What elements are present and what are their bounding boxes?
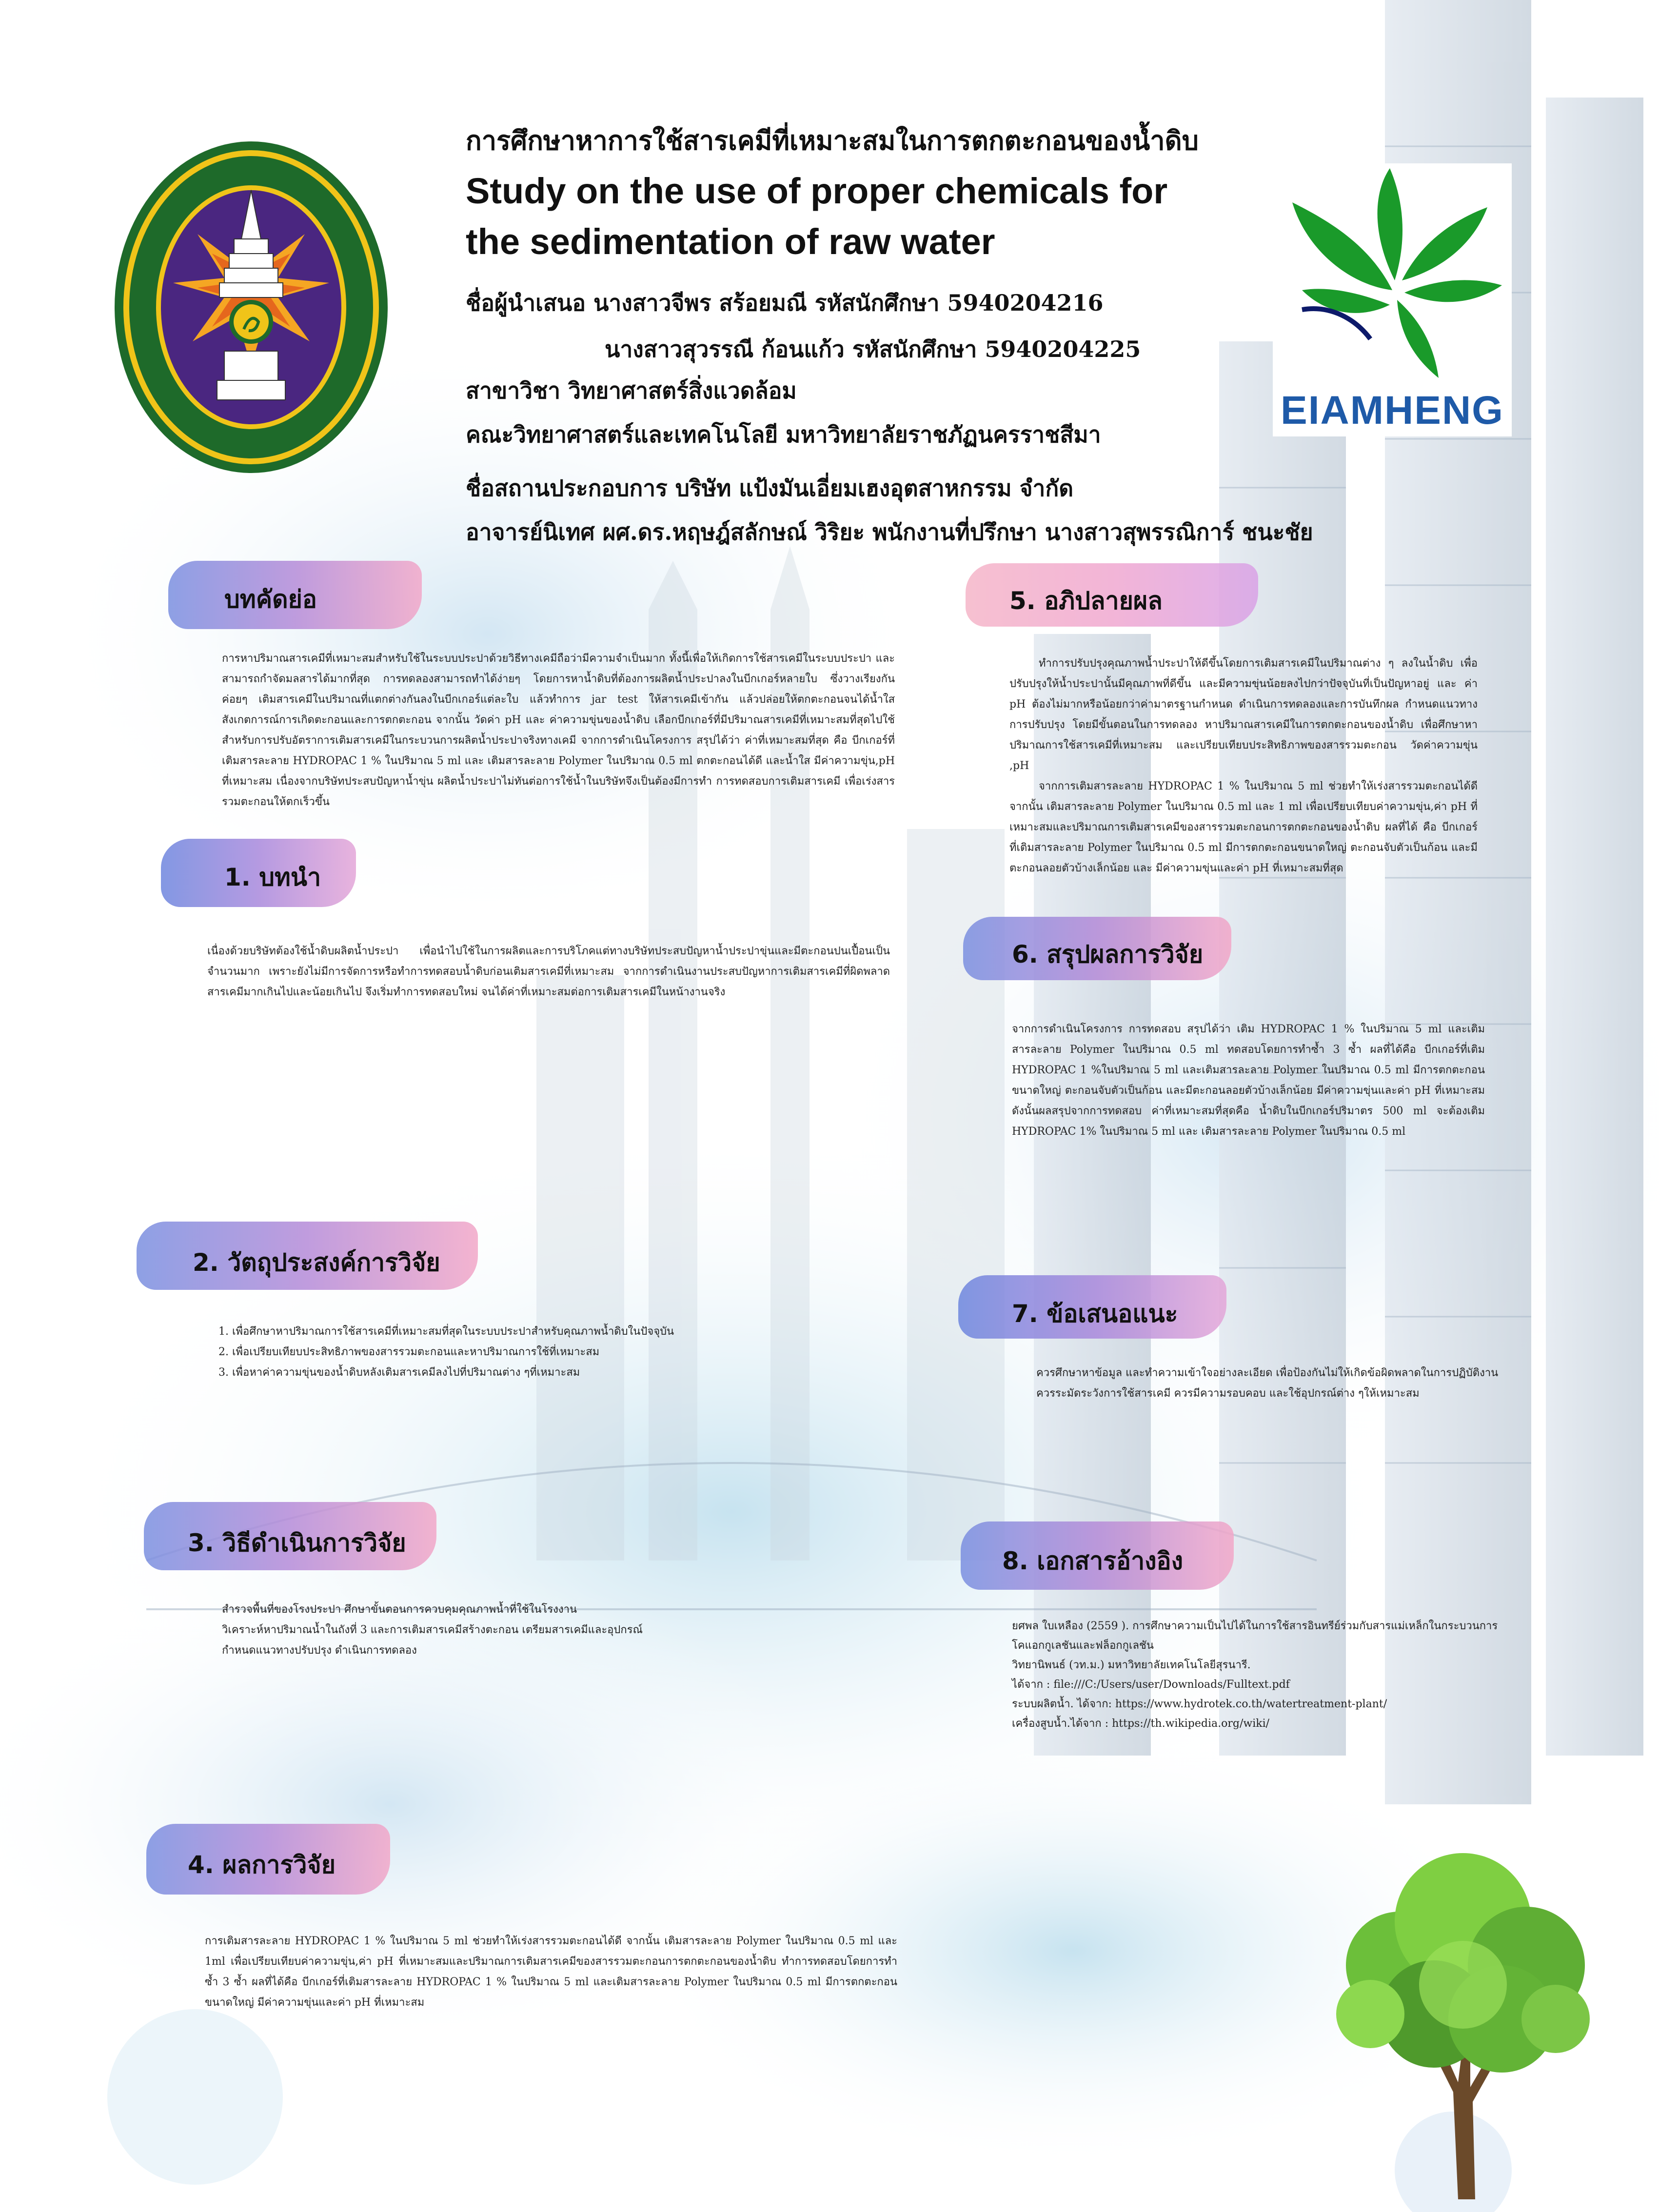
discussion-text bbox=[1009, 653, 1478, 879]
section-title: 7. ข้อเสนอแนะ bbox=[1012, 1300, 1178, 1328]
title-english bbox=[466, 166, 1295, 267]
major: สาขาวิชา วิทยาศาสตร์สิ่งแวดล้อม bbox=[466, 377, 797, 404]
discussion-paragraph: ทำการปรับปรุงคุณภาพน้ำประปาให้ดีขึ้นโดยการเติมสารเคมีในปริมาณต่าง ๆ ลงในน้ำดิบ เพื่อปรับปรุงให้น้ำประปานั้นมีคุณภาพที่ดีขึ้น และมีความขุ่นน้อยลงไปกว่าปัจจุบันที่เป็นปัญหาอยู่ และ ค่า pH ต้องไม่มากหรือน้อยกว่าค่ามาตรฐานกำหนด ดำเนินการทดลองและการบันทึกผล กำหนดแนวทางการปรับปรุง โดยมีขั้นตอนในการทดลอง หาปริมาณสารเคมีในการตกตะกอนของน้ำดิบ เพื่อศึกษาหาปริมาณการใช้สารเคมีที่เหมาะสม และเปรียบเทียบประสิทธิภาพของสารรวมตะกอน วัดค่าความขุ่น ,pH bbox=[1009, 657, 1478, 772]
title-english-line2: the sedimentation of raw water bbox=[466, 221, 995, 262]
suggestions-text bbox=[1012, 1363, 1500, 1404]
reference-item: ยศพล ใบเหลือง (2559 ). การศึกษาความเป็นไปได้ในการใช้สารอินทรีย์ร่วมกับสารแม่เหล็กในกระบวนการโคแอกกูเลชันและฟล็อกกูเลชัน bbox=[1012, 1620, 1498, 1652]
section-title: 2. วัตถุประสงค์การวิจัย bbox=[193, 1248, 440, 1277]
section-title: บทคัดย่อ bbox=[224, 585, 317, 613]
methods-line: สำรวจพื้นที่ของโรงประปา ศึกษาขั้นตอนการควบคุมคุณภาพน้ำที่ใช้ในโรงงาน bbox=[222, 1603, 577, 1616]
objective-item: 2. เพื่อเปรียบเทียบประสิทธิภาพของสารรวมตะกอนและหาปริมาณการใช้ที่เหมาะสม bbox=[218, 1346, 600, 1358]
results-text: การเติมสารละลาย HYDROPAC 1 % ในปริมาณ 5 ml ช่วยทำให้เร่งสารรวมตะกอนได้ดี จากนั้น เติมสารละลาย Polymer ในปริมาณ 0.5 ml และ 1ml เพื่อเปรียบเทียบค่าความขุ่น,ค่า pH ที่เหมาะสมและปริมาณการเติมสารเคมีของสารรวมตะกอนการตกตะกอนของน้ำดิบ ทำการทดสอบโดยการทำซ้ำ 3 ซ้ำ ผลที่ได้คือ บีกเกอร์ที่เติมสารละลาย HYDROPAC 1 % ในปริมาณ 5 ml และเติมสารละลาย Polymer ในปริมาณ 0.5 ml มีการตกตะกอนขนาดใหญ่ มีค่าความขุ่นและค่า pH ที่เหมาะสม bbox=[205, 1935, 897, 2009]
university-logo bbox=[110, 137, 393, 478]
presenter-1: ชื่อผู้นำเสนอ นางสาวจีพร สร้อยมณี รหัสนักศึกษา 5940204216 bbox=[466, 290, 1104, 316]
company-logo bbox=[1273, 163, 1512, 436]
reference-item: เครื่องสูบน้ำ.ได้จาก : https://th.wikipedia.org/wiki/ bbox=[1012, 1718, 1270, 1730]
methods-text bbox=[222, 1600, 905, 1661]
methods-line: วิเคราะห์หาปริมาณน้ำในถังที่ 3 และการเติมสารเคมีสร้างตะกอน เตรียมสารเคมีและอุปกรณ์ bbox=[222, 1624, 643, 1636]
discussion-paragraph: จากการเติมสารละลาย HYDROPAC 1 % ในปริมาณ 5 ml ช่วยทำให้เร่งสารรวมตะกอนได้ดี จากนั้น เติมสารละลาย Polymer ในปริมาณ 0.5 ml และ 1 ml เพื่อเปรียบเทียบค่าความขุ่น,ค่า pH ที่เหมาะสมและปริมาณการเติมสารเคมีของสารรวมตะกอนการตกตะกอนของน้ำดิบ ผลที่ได้ คือ บีกเกอร์ที่เติมสารละลาย Polymer ในปริมาณ 0.5 ml มีการตกตะกอนขนาดใหญ่ ตะกอนจับตัวเป็นก้อน และมีตะกอนลอยตัวบ้างเล็กน้อย และ มีค่าความขุ่นและค่า pH ที่เหมาะสมที่สุด bbox=[1009, 780, 1478, 874]
tree-illustration bbox=[1326, 1838, 1600, 2209]
title-thai: การศึกษาหาการใช้สารเคมีที่เหมาะสมในการตกตะกอนของน้ำดิบ bbox=[466, 125, 1199, 156]
company: ชื่อสถานประกอบการ บริษัท แป้งมันเอี่ยมเฮงอุตสาหกรรม จำกัด bbox=[466, 475, 1074, 501]
objective-item: 3. เพื่อหาค่าความขุ่นของน้ำดิบหลังเติมสารเคมีลงไปที่ปริมาณต่าง ๆที่เหมาะสม bbox=[218, 1366, 580, 1379]
section-title: 6. สรุปผลการวิจัย bbox=[1012, 940, 1204, 968]
conclusion-text: จากการดำเนินโครงการ การทดสอบ สรุปได้ว่า เติม HYDROPAC 1 % ในปริมาณ 5 ml และเติมสารละลาย Polymer ในปริมาณ 0.5 ml ทดสอบโดยการทำซ้ำ 3 ซ้ำ ผลที่ได้คือ บีกเกอร์ที่เติม HYDROPAC 1 %ในปริมาณ 5 ml และเติมสารละลาย Polymer ในปริมาณ 0.5 ml มีการตกตะกอนขนาดใหญ่ ตะกอนจับตัวเป็นก้อน และมีตะกอนลอยตัวบ้างเล็กน้อย มีค่าความขุ่นและค่า pH ที่เหมาะสม ดังนั้นผลสรุปจากการทดสอบ ค่าที่เหมาะสมที่สุดคือ น้ำดิบในบีกเกอร์ปริมาตร 500 ml จะต้องเติม HYDROPAC 1% ในปริมาณ 5 ml และ เติมสารละลาย Polymer ในปริมาณ 0.5 ml bbox=[1012, 1023, 1485, 1138]
section-title: 3. วิธีดำเนินการวิจัย bbox=[188, 1529, 406, 1557]
abstract-text: การหาปริมาณสารเคมีที่เหมาะสมสำหรับใช้ในระบบประปาด้วยวิธีทางเคมีถือว่ามีความจำเป็นมาก ทั้งนี้เพื่อให้เกิดการใช้สารเคมีในระบบประปา และสามารถกำจัดมลสารได้มากที่สุด การทดลองสามารถทำได้ง่ายๆ โดยการหาน้ำดิบที่ต้องการผลิตน้ำประปาลงในบีกเกอร์หลายใบ ซึ่งวางเรียงกัน ค่อยๆ เติมสารเคมีในปริมาณที่แตกต่างกันลงในบีกเกอร์แต่ละใบ แล้วทำการ jar test ให้สารเคมีเข้ากัน แล้วปล่อยให้ตกตะกอนจนได้น้ำใส สังเกตการณ์การเกิดตะกอนและการตกตะกอน จากนั้น วัดค่า pH และ ค่าความขุ่นของน้ำดิบ เลือกบีกเกอร์ที่มีปริมาณสารเคมีที่เหมาะสมที่สุดไปใช้ สำหรับการปรับอัตราการเติมสารเคมีในกระบวนการผลิตน้ำประปาจริงทางเคมี จากการดำเนินโครงการ สรุปได้ว่า ค่าที่เหมาะสมที่สุด คือ บีกเกอร์ที่เติมสารละลาย HYDROPAC 1 % ในปริมาณ 5 ml และ เติมสารละลาย Polymer ในปริมาณ 0.5 ml ตกตะกอนได้ดี และน้ำใส มีค่าความขุ่น,pH ที่เหมาะสม เนื่องจากบริษัทประสบปัญหาน้ำขุ่น ผลิตน้ำประปาไม่ทันต่อการใช้น้ำในบริษัทจึงเป็นต้องมีการทำ การทดสอบการเติมสารเคมี เพื่อเร่งสารรวมตะกอนให้ตกเร็วขึ้น bbox=[222, 652, 895, 808]
reference-item: วิทยานิพนธ์ (วท.ม.) มหาวิทยาลัยเทคโนโลยีสุรนารี. bbox=[1012, 1659, 1251, 1671]
objectives-list bbox=[218, 1322, 901, 1383]
reference-item: ได้จาก : file:///C:/Users/user/Downloads/Fulltext.pdf bbox=[1012, 1679, 1290, 1691]
reference-item: ระบบผลิตน้ำ. ได้จาก: https://www.hydrotek.co.th/watertreatment-plant/ bbox=[1012, 1698, 1387, 1710]
advisors: อาจารย์นิเทศ ผศ.ดร.หฤษฎ์สลักษณ์ วิริยะ พนักงานที่ปรึกษา นางสาวสุพรรณิการ์ ชนะชัย bbox=[466, 519, 1313, 545]
company-name: EIAMHENG bbox=[1281, 388, 1504, 433]
leaf-icon bbox=[1273, 163, 1512, 383]
faculty: คณะวิทยาศาสตร์และเทคโนโลยี มหาวิทยาลัยราชภัฏนครราชสีมา bbox=[466, 421, 1101, 448]
section-title: 5. อภิปลายผล bbox=[1009, 587, 1163, 615]
section-title: 4. ผลการวิจัย bbox=[188, 1851, 336, 1879]
references-list bbox=[1012, 1617, 1500, 1734]
presenter-2: นางสาวสุวรรณี ก้อนแก้ว รหัสนักศึกษา 5940204225 bbox=[605, 336, 1141, 362]
suggestion-line: ควรศึกษาหาข้อมูล และทำความเข้าใจอย่างละเอียด เพื่อป้องกันไม่ให้เกิดข้อผิดพลาดในการปฏิบัติงาน bbox=[1036, 1367, 1499, 1379]
intro-text: เนื่องด้วยบริษัทต้องใช้น้ำดิบผลิตน้ำประปา เพื่อนำไปใช้ในการผลิตและการบริโภคแต่ทางบริษัทประสบปัญหาน้ำประปาขุ่นและมีตะกอนปนเปื้อนเป็นจำนวนมาก เพราะยังไม่มีการจัดการหรือทำการทดสอบน้ำดิบก่อนเติมสารเคมีที่เหมาะสม จากการดำเนินงานประสบปัญหาการเติมสารเคมีที่ผิดพลาด สารเคมีมากเกินไปและน้อยเกินไป จึงเริ่มทำการทดสอบใหม่ จนได้ค่าที่เหมาะสมต่อการเติมสารเคมีในหน้างานจริง bbox=[207, 945, 890, 998]
section-title: 1. บทนำ bbox=[224, 863, 321, 891]
suggestion-line: ควรระมัดระวังการใช้สารเคมี ควรมีความรอบคอบ และใช้อุปกรณ์ต่าง ๆให้เหมาะสม bbox=[1036, 1387, 1420, 1400]
methods-line: กำหนดแนวทางปรับปรุง ดำเนินการทดลอง bbox=[222, 1644, 417, 1657]
section-title: 8. เอกสารอ้างอิง bbox=[1002, 1547, 1183, 1575]
objective-item: 1. เพื่อศึกษาหาปริมาณการใช้สารเคมีที่เหมาะสมที่สุดในระบบประปาสำหรับคุณภาพน้ำดิบในปัจจุบัน bbox=[218, 1325, 674, 1338]
title-english-line1: Study on the use of proper chemicals for bbox=[466, 171, 1168, 211]
